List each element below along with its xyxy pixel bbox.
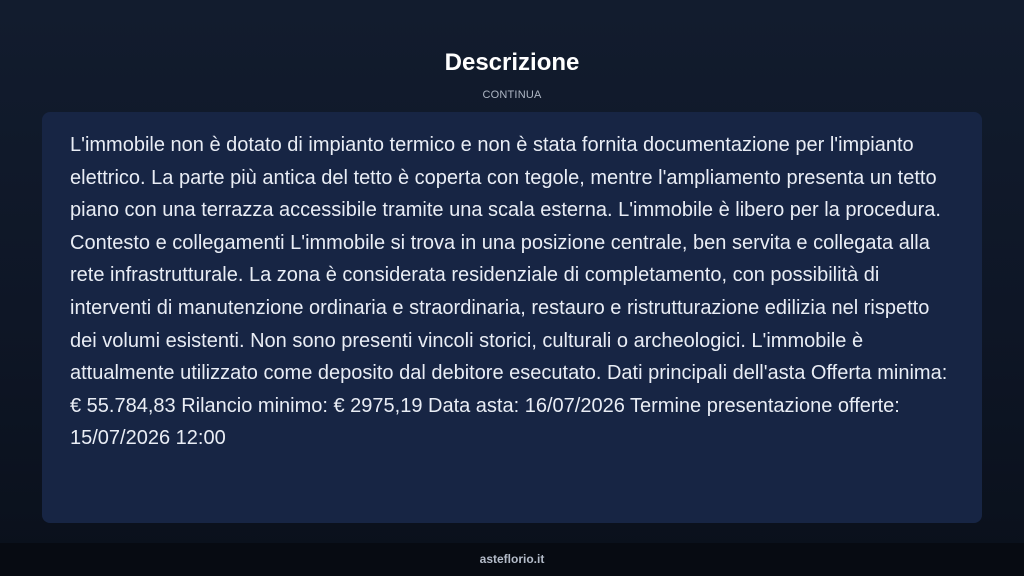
page-header: [0, 48, 1024, 102]
page-title: Descrizione: [444, 49, 580, 76]
footer-bar: [0, 543, 1024, 576]
description-card: [42, 112, 982, 523]
footer-site-name: asteflorio.it: [479, 552, 545, 566]
page-subtitle: CONTINUA: [482, 89, 542, 101]
description-text: L'immobile non è dotato di impianto termico e non è stata fornita documentazione per l'impianto elettrico. La parte più antica del tetto è coperta con tegole, mentre l'ampliamento presenta un tetto piano con una terrazza accessibile tramite una scala esterna. L'immobile è libero per la procedura. Contesto e collegamenti L'immobile si trova in una posizione centrale, ben servita e collegata alla rete infrastrutturale. La zona è considerata residenziale di completamento, con possibilità di interventi di manutenzione ordinaria e straordinaria, restauro e ristrutturazione edilizia nel rispetto dei volumi esistenti. Non sono presenti vincoli storici, culturali o archeologici. L'immobile è attualmente utilizzato come deposito dal debitore esecutato. Dati principali dell'asta Offerta minima: € 55.784,83 Rilancio minimo: € 2975,19 Data asta: 16/07/2026 Termine presentazione offerte: 15/07/2026 12:00: [70, 134, 948, 450]
